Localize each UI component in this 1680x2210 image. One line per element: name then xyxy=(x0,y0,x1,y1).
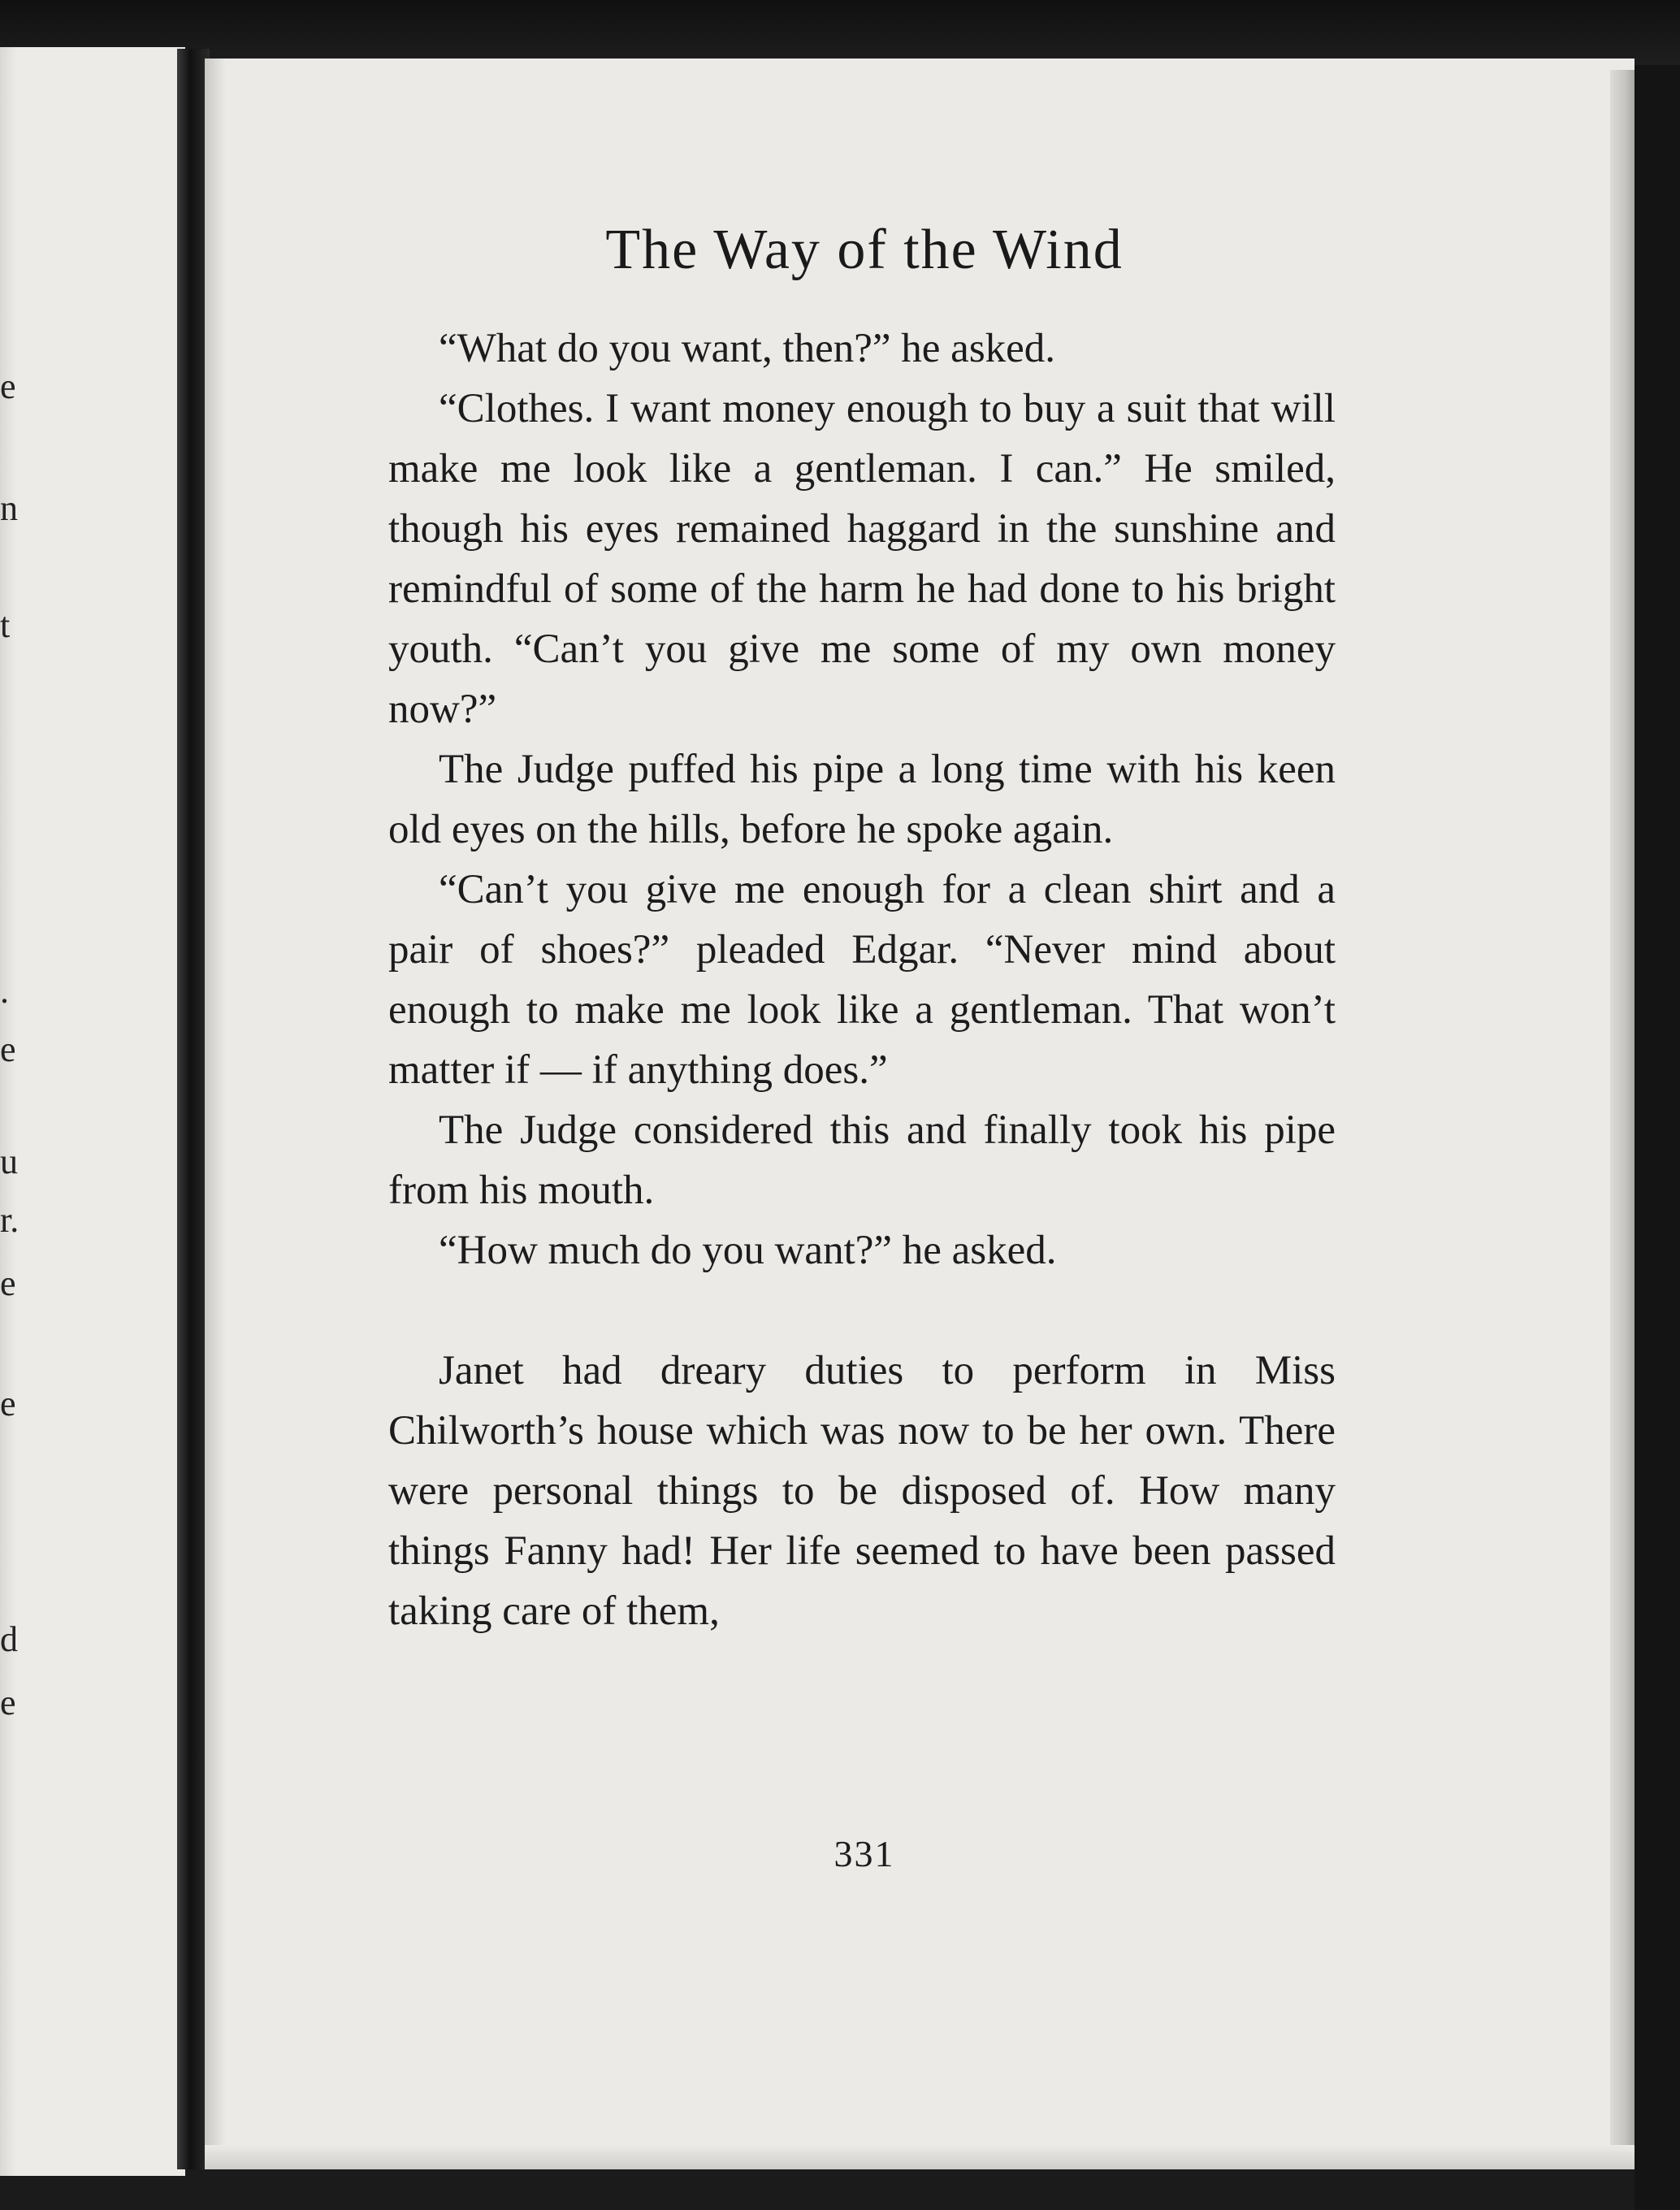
facing-page-fragment: r. xyxy=(0,1200,19,1240)
facing-page-fragment: u xyxy=(0,1142,18,1181)
running-head: The Way of the Wind xyxy=(605,219,1124,281)
body-text xyxy=(388,318,1336,1641)
facing-page-fragment: d xyxy=(0,1619,18,1659)
paragraph: The Judge puffed his pipe a long time with his keen old eyes on the hills, before he spoke again. xyxy=(388,747,1336,852)
facing-page-fragment: n xyxy=(0,488,18,528)
facing-page-fragment: t xyxy=(0,605,11,645)
scan-background xyxy=(0,0,1680,65)
paragraph: “What do you want, then?” he asked. xyxy=(439,326,1056,371)
facing-page-fragment: e xyxy=(0,1384,16,1424)
paragraph: “Can’t you give me enough for a clean shirt and a pair of shoes?” pleaded Edgar. “Never mind about enough to make me look like a gentleman. That won’t matter if — if anything does.” xyxy=(388,867,1336,1093)
page-bottom-shadow xyxy=(205,2145,1635,2169)
facing-page-fragment: e xyxy=(0,1683,16,1722)
paragraph: The Judge considered this and finally took his pipe from his mouth. xyxy=(388,1107,1336,1213)
scan-background-right xyxy=(1635,65,1680,2210)
facing-page-fragment: e xyxy=(0,1263,16,1303)
paragraph: “How much do you want?” he asked. xyxy=(439,1228,1057,1273)
paragraph: Janet had dreary duties to perform in Miss Chilworth’s house which was now to be her own. There were personal things to be disposed of. How many things Fanny had! Her life seemed to have been passed taking care of them, xyxy=(388,1348,1336,1634)
page-number: 331 xyxy=(834,1833,895,1874)
paragraph: “Clothes. I want money enough to buy a suit that will make me look like a gentleman. I can.” He smiled, though his eyes remained haggard in the sunshine and remindful of some of the harm he had done to his bright youth. “Can’t you give me some of my own money now?” xyxy=(388,386,1336,732)
facing-page-fragment: e xyxy=(0,366,16,406)
facing-page-fragment: e xyxy=(0,1029,16,1069)
facing-page-fragment: . xyxy=(0,971,9,1011)
